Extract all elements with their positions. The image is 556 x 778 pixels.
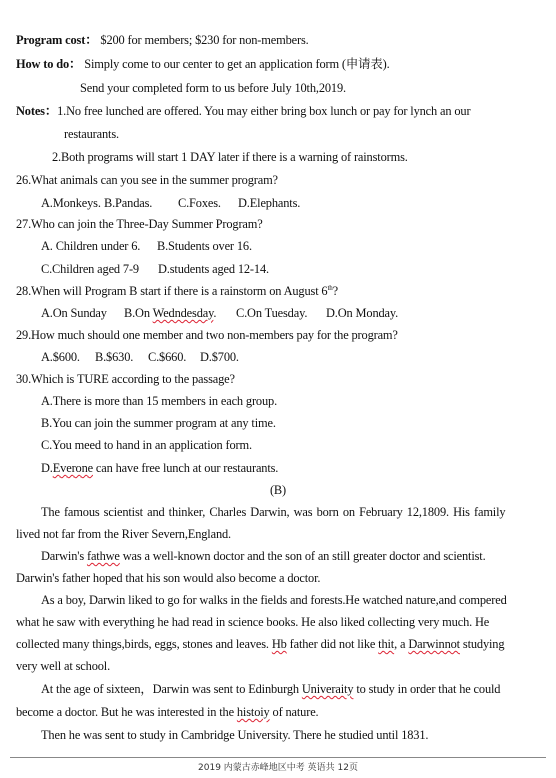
passage-p4b-pre: become a doctor. But he was interested in the <box>16 705 237 719</box>
passage-p4b-post: of nature. <box>269 705 319 719</box>
note1a: 1.No free lunched are offered. You may either bring box lunch or pay for lynch an our <box>57 104 471 118</box>
page-footer: 2019 内蒙古赤峰地区中考 英语共 12页 <box>198 763 358 773</box>
passage-p3c-word2: thit <box>378 637 395 651</box>
q29-option-a: A.$600. <box>41 350 80 364</box>
q26-option-a: A.Monkeys. <box>41 196 101 210</box>
passage-p3c-post: studying <box>459 637 505 651</box>
program-cost-colon: ： <box>85 33 98 47</box>
q28-option-b-pre: B.On <box>124 306 153 320</box>
q27-option-b: B.Students over 16. <box>157 239 252 253</box>
how-to-do-text2: Send your completed form to us before July 10th,2019. <box>80 81 346 95</box>
q28-stem-end: ? <box>332 284 338 298</box>
q28-stem-sup: th <box>327 283 333 292</box>
q29-option-d: D.$700. <box>200 350 239 364</box>
notes-label: Notes <box>16 104 45 118</box>
q28-stem <box>16 283 338 299</box>
passage-p3b: what he saw with everything he had read in science books. He also liked collecting very much. He <box>16 615 490 629</box>
passage-p1a: The famous scientist and thinker, Charles Darwin, was born on February 12,1809. His family <box>41 505 506 519</box>
passage-p4b-word: histoiy <box>236 705 270 719</box>
q28-option-c: C.On Tuesday. <box>236 306 308 320</box>
passage-p2a-word: fathwe <box>86 549 120 563</box>
passage-p2a-pre: Darwin's <box>41 549 87 563</box>
passage-p4b <box>16 704 319 720</box>
q29-option-b: B.$630. <box>95 350 134 364</box>
q29-option-c: C.$660. <box>148 350 187 364</box>
passage-p3c-mid2: , a <box>394 637 409 651</box>
q30-option-b: B.You can join the summer program at any time. <box>41 416 276 430</box>
q28-stem-text: 28.When will Program B start if there is a rainstorm on August 6 <box>16 284 328 298</box>
q27-option-d: D.students aged 12-14. <box>158 262 269 276</box>
q26-option-c: C.Foxes. <box>178 196 221 210</box>
passage-p3c-word3: Darwinnot <box>408 637 460 651</box>
passage-p3c-pre: collected many things,birds, eggs, stones and leaves. <box>16 637 272 651</box>
q28-option-b <box>124 305 216 321</box>
passage-p4a <box>41 681 500 697</box>
q30-option-d <box>41 460 278 476</box>
q26-option-d: D.Elephants. <box>238 196 301 210</box>
section-b-heading: (B) <box>269 483 287 497</box>
q26-option-b: B.Pandas. <box>104 196 153 210</box>
q27-stem: 27.Who can join the Three-Day Summer Program? <box>16 217 263 231</box>
q30-option-d-pre: D. <box>41 461 53 475</box>
q27-option-c: C.Children aged 7-9 <box>41 262 139 276</box>
q30-option-a: A.There is more than 15 members in each group. <box>41 394 278 408</box>
passage-p4a-post: to study in order that he could <box>353 682 501 696</box>
q30-option-c: C.You meed to hand in an application form. <box>41 438 252 452</box>
q28-option-a: A.On Sunday <box>41 306 107 320</box>
passage-p4a-pre: At the age of sixteen，Darwin was sent to Edinburgh <box>41 682 302 696</box>
passage-p3d: very well at school. <box>16 659 111 673</box>
passage-p3c-mid: father did not like <box>286 637 379 651</box>
program-cost-text: $200 for members; $230 for non-members. <box>100 33 309 47</box>
note1b: restaurants. <box>64 127 119 141</box>
notes-line <box>16 103 470 119</box>
program-cost-line <box>16 32 309 48</box>
q27-option-a: A. Children under 6. <box>41 239 141 253</box>
q28-option-b-word: Wedndesday <box>152 306 214 320</box>
q29-stem: 29.How much should one member and two non-members pay for the program? <box>16 328 398 342</box>
passage-p3a: As a boy, Darwin liked to go for walks in the fields and forests.He watched nature,and compered <box>41 593 507 607</box>
passage-p3c <box>16 636 504 652</box>
footer-divider <box>10 757 546 758</box>
q28-option-d: D.On Monday. <box>326 306 399 320</box>
how-to-do-label: How to do <box>16 57 70 71</box>
passage-p1b: lived not far from the River Severn,England. <box>16 527 231 541</box>
passage-p4a-word: Univeraity <box>301 682 354 696</box>
q28-option-b-post: . <box>213 306 217 320</box>
passage-p5: Then he was sent to study in Cambridge University. There he studied until 1831. <box>41 728 429 742</box>
q30-option-d-word: Everone <box>52 461 93 475</box>
how-to-do-line <box>16 56 390 72</box>
q30-stem: 30.Which is TURE according to the passage? <box>16 372 235 386</box>
passage-p2a <box>41 548 486 564</box>
how-to-do-text: Simply come to our center to get an application form (申请表). <box>84 57 390 71</box>
q26-stem: 26.What animals can you see in the summer program? <box>16 173 278 187</box>
note2: 2.Both programs will start 1 DAY later if there is a warning of rainstorms. <box>52 150 408 164</box>
program-cost-label: Program cost <box>16 33 86 47</box>
how-to-do-colon: ： <box>69 57 82 71</box>
notes-colon: ： <box>44 104 58 118</box>
passage-p2a-post: was a well-known doctor and the son of an still greater doctor and scientist. <box>119 549 486 563</box>
passage-p2b: Darwin's father hoped that his son would also become a doctor. <box>16 571 321 585</box>
passage-p3c-word1: Hb <box>271 637 287 651</box>
q30-option-d-post: can have free lunch at our restaurants. <box>92 461 279 475</box>
